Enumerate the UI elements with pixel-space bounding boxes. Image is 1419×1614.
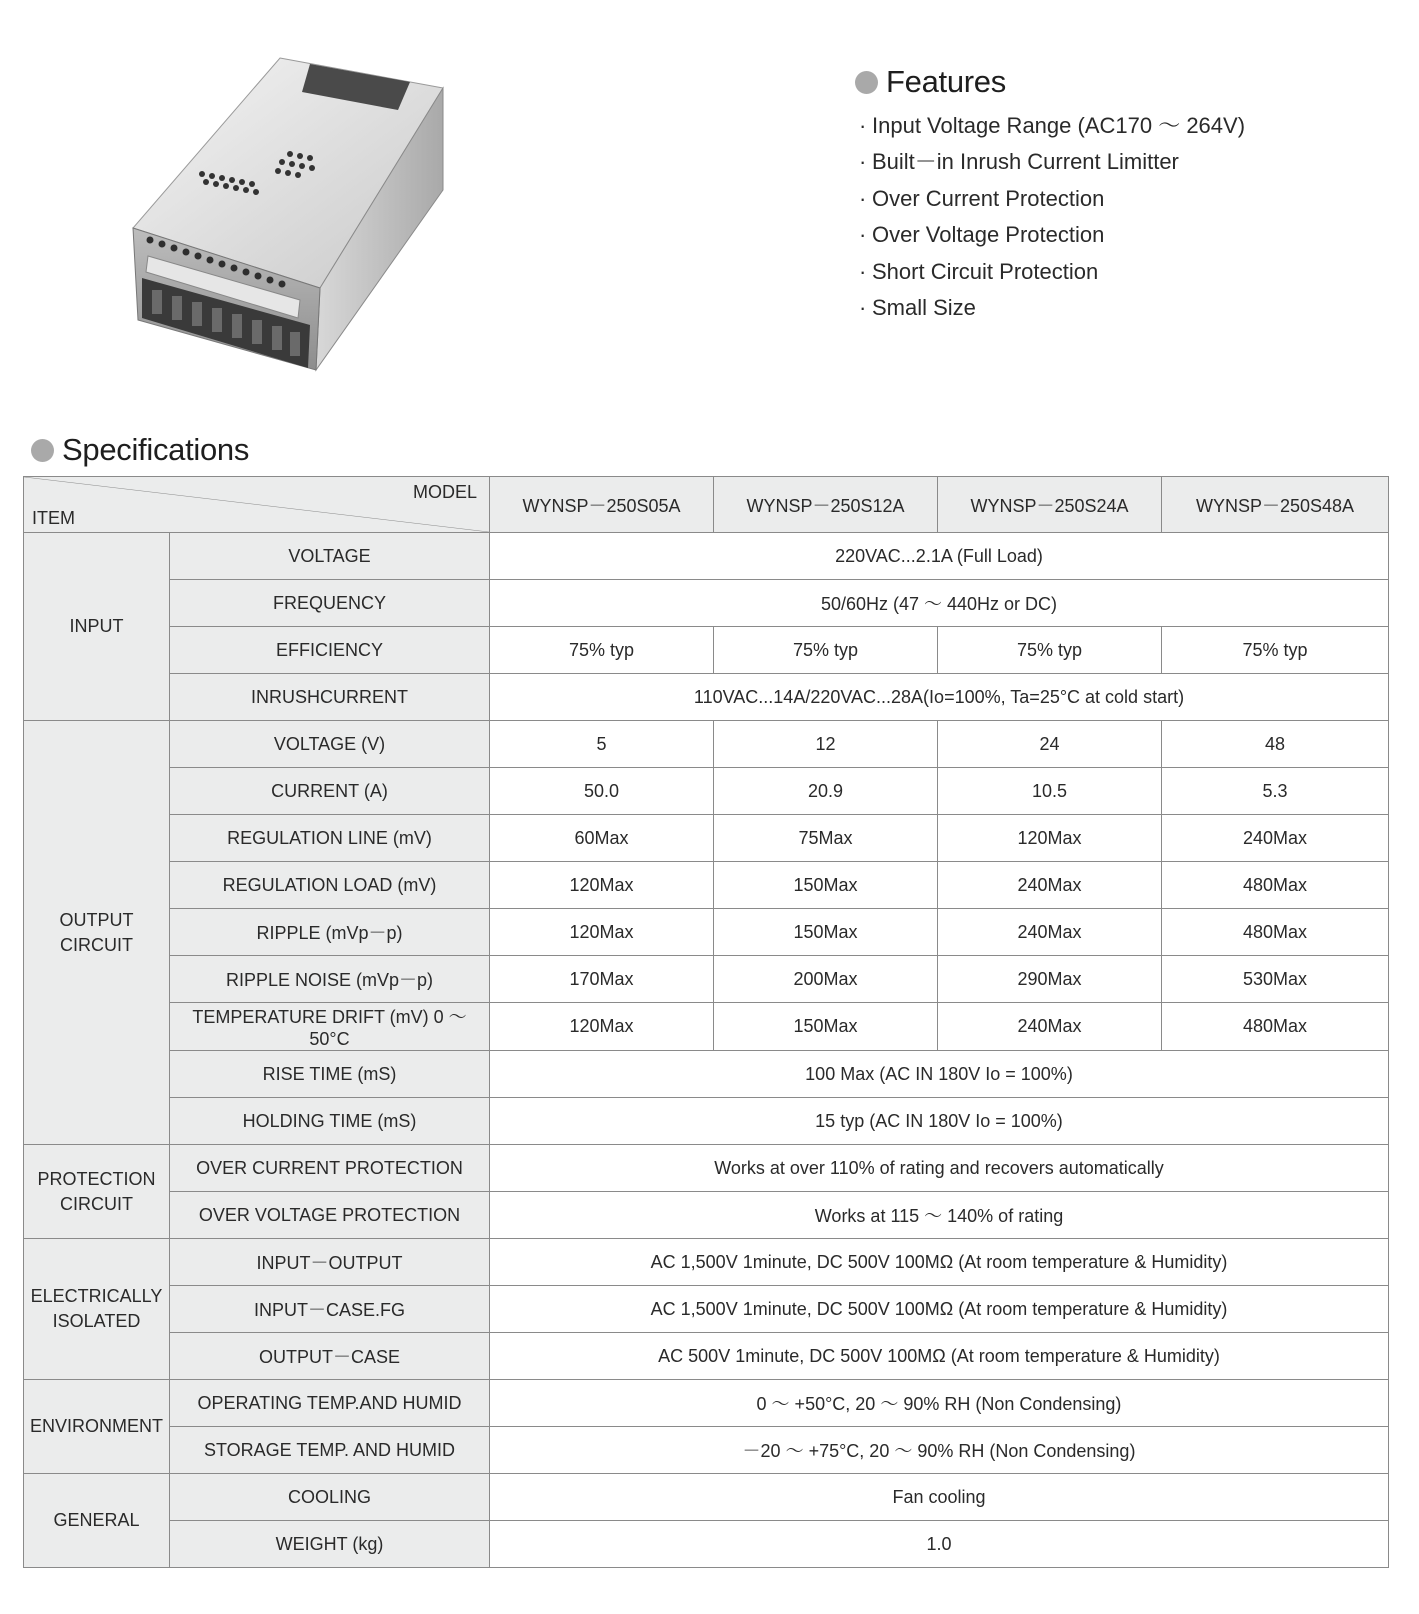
cell-value: 60Max bbox=[490, 815, 714, 862]
cell-value: 50.0 bbox=[490, 768, 714, 815]
table-row bbox=[24, 1192, 1389, 1239]
table-row bbox=[24, 533, 1389, 580]
cell-value: 12 bbox=[714, 721, 938, 768]
cell-value: 75% typ bbox=[714, 627, 938, 674]
model-item-corner-cell bbox=[24, 477, 490, 533]
cell-value: 5 bbox=[490, 721, 714, 768]
group-output-circuit bbox=[24, 721, 170, 1145]
table-row bbox=[24, 721, 1389, 768]
cell-value: 120Max bbox=[490, 909, 714, 956]
row-label: REGULATION LOAD (mV) bbox=[170, 862, 490, 909]
cell-value: 1.0 bbox=[490, 1521, 1389, 1568]
row-label: OUTPUT－CASE bbox=[170, 1333, 490, 1380]
cell-value: AC 1,500V 1minute, DC 500V 100MΩ (At room temperature & Humidity) bbox=[490, 1239, 1389, 1286]
table-row bbox=[24, 580, 1389, 627]
group-general: GENERAL bbox=[24, 1474, 170, 1568]
row-label: OPERATING TEMP.AND HUMID bbox=[170, 1380, 490, 1427]
cell-value: 240Max bbox=[1162, 815, 1389, 862]
cell-value: 170Max bbox=[490, 956, 714, 1003]
product-image bbox=[130, 50, 470, 380]
table-row bbox=[24, 1474, 1389, 1521]
group-protection-circuit bbox=[24, 1145, 170, 1239]
cell-value: 110VAC...14A/220VAC...28A(Io=100%, Ta=25°C at cold start) bbox=[490, 674, 1389, 721]
model-header: WYNSP－250S48A bbox=[1162, 477, 1389, 533]
bullet-circle-icon bbox=[31, 439, 54, 462]
cell-value: 220VAC...2.1A (Full Load) bbox=[490, 533, 1389, 580]
group-environment: ENVIRONMENT bbox=[24, 1380, 170, 1474]
group-label-line: OUTPUT bbox=[59, 909, 134, 930]
table-row bbox=[24, 1521, 1389, 1568]
cell-value: 10.5 bbox=[938, 768, 1162, 815]
cell-value: Works at 115 ～ 140% of rating bbox=[490, 1192, 1389, 1239]
table-row bbox=[24, 909, 1389, 956]
row-label: COOLING bbox=[170, 1474, 490, 1521]
group-label-line: PROTECTION bbox=[37, 1168, 156, 1189]
cell-value: 240Max bbox=[938, 862, 1162, 909]
row-label: RISE TIME (mS) bbox=[170, 1051, 490, 1098]
features-section bbox=[855, 64, 1375, 326]
cell-value: 480Max bbox=[1162, 909, 1389, 956]
group-electrically-isolated bbox=[24, 1239, 170, 1380]
cell-value: 75% typ bbox=[1162, 627, 1389, 674]
cell-value: Works at over 110% of rating and recovers automatically bbox=[490, 1145, 1389, 1192]
model-header: WYNSP－250S05A bbox=[490, 477, 714, 533]
table-row bbox=[24, 1145, 1389, 1192]
row-label: OVER CURRENT PROTECTION bbox=[170, 1145, 490, 1192]
cell-value: －20 ～ +75°C, 20 ～ 90% RH (Non Condensing) bbox=[490, 1427, 1389, 1474]
row-label: EFFICIENCY bbox=[170, 627, 490, 674]
row-label: VOLTAGE (V) bbox=[170, 721, 490, 768]
cell-value: 480Max bbox=[1162, 1003, 1389, 1051]
table-row bbox=[24, 768, 1389, 815]
row-label: STORAGE TEMP. AND HUMID bbox=[170, 1427, 490, 1474]
cell-value: 240Max bbox=[938, 909, 1162, 956]
cell-value: 75% typ bbox=[938, 627, 1162, 674]
row-label: WEIGHT (kg) bbox=[170, 1521, 490, 1568]
row-label: RIPPLE (mVp－p) bbox=[170, 909, 490, 956]
cell-value: 240Max bbox=[938, 1003, 1162, 1051]
table-header-row bbox=[24, 477, 1389, 533]
features-title: Features bbox=[886, 64, 1006, 99]
table-row bbox=[24, 1051, 1389, 1098]
group-label-line: ELECTRICALLY bbox=[30, 1286, 163, 1306]
row-label: INRUSHCURRENT bbox=[170, 674, 490, 721]
table-row bbox=[24, 674, 1389, 721]
cell-value: 120Max bbox=[938, 815, 1162, 862]
item-label: ITEM bbox=[32, 508, 75, 528]
row-label: REGULATION LINE (mV) bbox=[170, 815, 490, 862]
features-heading bbox=[855, 64, 1375, 100]
table-row bbox=[24, 1380, 1389, 1427]
cell-value: 75% typ bbox=[490, 627, 714, 674]
table-row bbox=[24, 1003, 1389, 1051]
table-row bbox=[24, 1098, 1389, 1145]
cell-value: 100 Max (AC IN 180V Io = 100%) bbox=[490, 1051, 1389, 1098]
row-label: INPUT－OUTPUT bbox=[170, 1239, 490, 1286]
feature-item: · Over Voltage Protection bbox=[859, 222, 1105, 248]
bullet-circle-icon bbox=[855, 71, 878, 94]
row-label: CURRENT (A) bbox=[170, 768, 490, 815]
table-row bbox=[24, 1333, 1389, 1380]
table-row bbox=[24, 1239, 1389, 1286]
group-label-line: CIRCUIT bbox=[60, 934, 133, 955]
cell-value: AC 1,500V 1minute, DC 500V 100MΩ (At room temperature & Humidity) bbox=[490, 1286, 1389, 1333]
cell-value: 120Max bbox=[490, 862, 714, 909]
table-row bbox=[24, 862, 1389, 909]
row-label: VOLTAGE bbox=[170, 533, 490, 580]
specifications-heading bbox=[31, 432, 249, 468]
specifications-table bbox=[23, 476, 1389, 1568]
table-row bbox=[24, 1427, 1389, 1474]
cell-value: 5.3 bbox=[1162, 768, 1389, 815]
feature-item: · Over Current Protection bbox=[859, 185, 1105, 211]
cell-value: 0 ～ +50°C, 20 ～ 90% RH (Non Condensing) bbox=[490, 1380, 1389, 1427]
feature-item: · Input Voltage Range (AC170 ～ 264V) bbox=[859, 113, 1246, 138]
table-row bbox=[24, 956, 1389, 1003]
cell-value: 150Max bbox=[714, 1003, 938, 1051]
cell-value: 480Max bbox=[1162, 862, 1389, 909]
group-input: INPUT bbox=[24, 533, 170, 721]
table-row bbox=[24, 627, 1389, 674]
feature-item: · Short Circuit Protection bbox=[859, 258, 1099, 284]
group-label-line: CIRCUIT bbox=[60, 1193, 133, 1214]
cell-value: 200Max bbox=[714, 956, 938, 1003]
cell-value: 15 typ (AC IN 180V Io = 100%) bbox=[490, 1098, 1389, 1145]
cell-value: 20.9 bbox=[714, 768, 938, 815]
model-header: WYNSP－250S12A bbox=[714, 477, 938, 533]
cell-value: 530Max bbox=[1162, 956, 1389, 1003]
cell-value: 48 bbox=[1162, 721, 1389, 768]
table-row bbox=[24, 815, 1389, 862]
row-label: RIPPLE NOISE (mVp－p) bbox=[170, 956, 490, 1003]
cell-value: 150Max bbox=[714, 909, 938, 956]
group-label-line: ISOLATED bbox=[52, 1311, 141, 1331]
cell-value: 24 bbox=[938, 721, 1162, 768]
row-label: FREQUENCY bbox=[170, 580, 490, 627]
row-label: HOLDING TIME (mS) bbox=[170, 1098, 490, 1145]
cell-value: 120Max bbox=[490, 1003, 714, 1051]
cell-value: 75Max bbox=[714, 815, 938, 862]
cell-value: AC 500V 1minute, DC 500V 100MΩ (At room temperature & Humidity) bbox=[490, 1333, 1389, 1380]
features-list bbox=[855, 108, 1375, 326]
feature-item: · Small Size bbox=[859, 295, 976, 321]
power-supply-illustration bbox=[130, 50, 470, 380]
cell-value: 50/60Hz (47 ～ 440Hz or DC) bbox=[490, 580, 1389, 627]
cell-value: 290Max bbox=[938, 956, 1162, 1003]
model-header: WYNSP－250S24A bbox=[938, 477, 1162, 533]
model-label: MODEL bbox=[412, 482, 477, 502]
cell-value: 150Max bbox=[714, 862, 938, 909]
row-label: OVER VOLTAGE PROTECTION bbox=[170, 1192, 490, 1239]
row-label: TEMPERATURE DRIFT (mV) 0 ～ 50°C bbox=[170, 1003, 490, 1051]
feature-item: · Built－in Inrush Current Limitter bbox=[859, 149, 1179, 175]
cell-value: Fan cooling bbox=[490, 1474, 1389, 1521]
table-row bbox=[24, 1286, 1389, 1333]
row-label: INPUT－CASE.FG bbox=[170, 1286, 490, 1333]
specifications-title: Specifications bbox=[62, 432, 250, 467]
